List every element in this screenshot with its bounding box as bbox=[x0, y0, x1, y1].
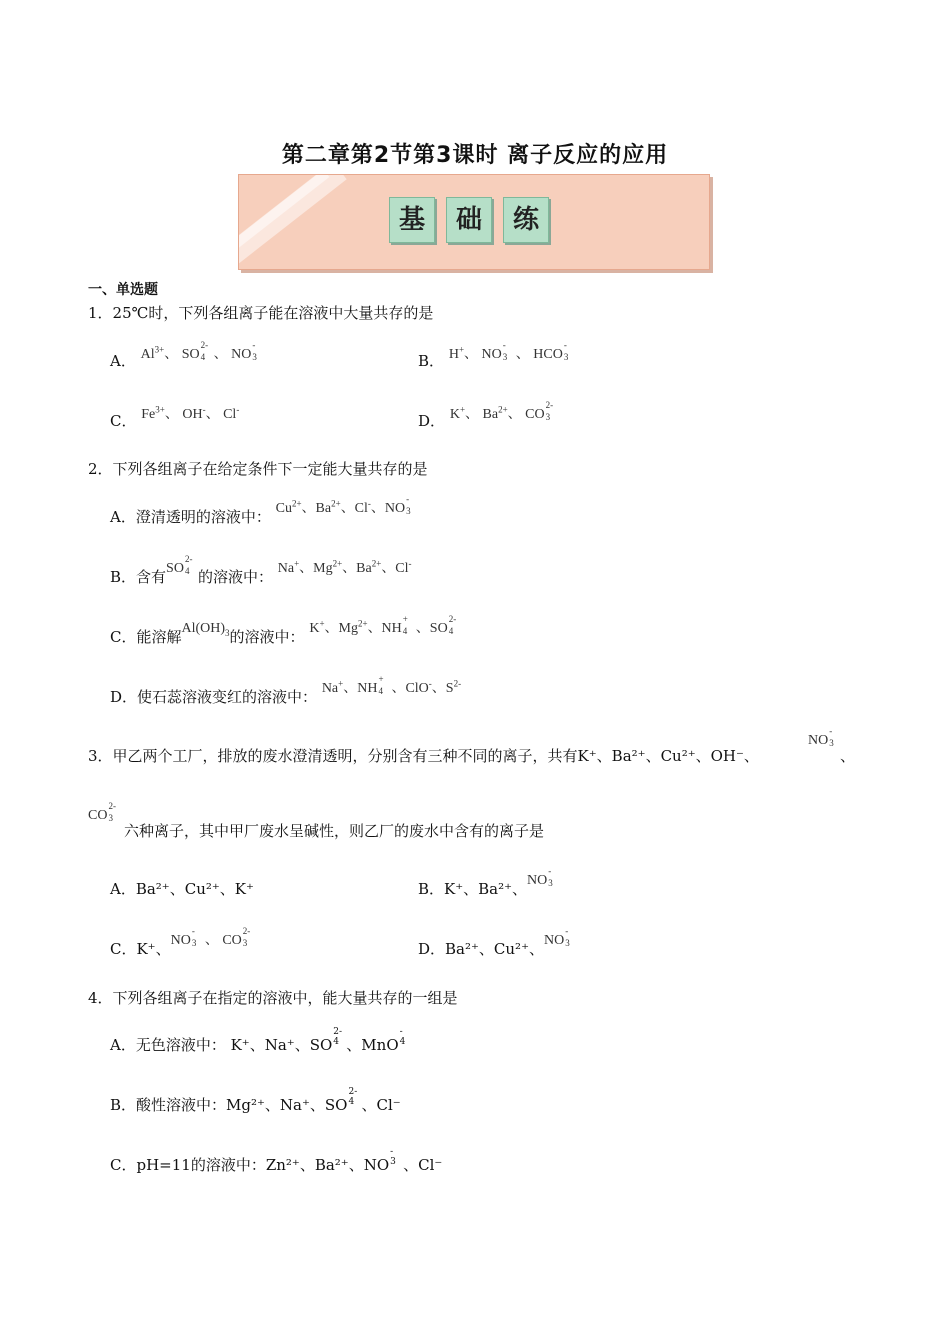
separator: 、 bbox=[840, 747, 856, 765]
question-2: 2．下列各组离子在给定条件下一定能大量共存的是 bbox=[88, 460, 428, 478]
nitrate-ion: NO - 3 bbox=[808, 725, 834, 748]
q2-option-b: B．含有SO 2- 4 的溶液中： Na+、$Mg^{2+}$、$Ba^{2+}$、Cl- bbox=[110, 553, 412, 586]
question-3-stem: 3．甲乙两个工厂，排放的废水澄清透明，分别含有三种不同的离子，共有K⁺、Ba²⁺、Cu²⁺、OH⁻、 bbox=[88, 747, 759, 765]
option-label: D．使石蕊溶液变红的溶液中： bbox=[110, 688, 318, 706]
question-3-stem-cont: 六种离子，其中甲厂废水呈碱性，则乙厂的废水中含有的离子是 bbox=[124, 822, 545, 840]
q2-option-d: D．使石蕊溶液变红的溶液中： Na+、NH + 4 、ClO-、$S^{2-}$ bbox=[110, 673, 462, 706]
option-text-tail: 、Cl⁻ bbox=[361, 1096, 401, 1114]
option-label: D． bbox=[418, 412, 446, 430]
q1-option-c: C． $Fe^{3+}$、 OH-、 Cl- bbox=[110, 404, 240, 430]
q2-option-a: A．澄清透明的溶液中： $Cu^{2+}$、$Ba^{2+}$、Cl-、NO - 3 bbox=[110, 493, 411, 526]
option-text-tail: 、MnO bbox=[346, 1036, 399, 1054]
option-label-tail: 的溶液中： bbox=[229, 628, 305, 646]
option-label: B． bbox=[418, 352, 445, 370]
page-title: 第二章第2节第3课时 离子反应的应用 bbox=[281, 143, 669, 168]
question-1: 1．25℃时，下列各组离子能在溶液中大量共存的是 bbox=[88, 304, 434, 322]
carbonate-ion: CO 2- 3 bbox=[88, 800, 116, 823]
q3-option-b: B．K⁺、Ba²⁺、NO - 3 bbox=[418, 865, 553, 898]
q1-option-d: D． K+、 $Ba^{2+}$、 CO 2- 3 bbox=[418, 399, 554, 430]
q1-option-b: B． H+、 NO - 3 、 HCO - 3 bbox=[418, 339, 569, 370]
option-text: B．酸性溶液中：Mg²⁺、Na⁺、SO bbox=[110, 1096, 348, 1114]
option-label: D．Ba²⁺、Cu²⁺、 bbox=[418, 940, 544, 958]
q4-option-a: A．无色溶液中： K⁺、Na⁺、SO 2- 4 、MnO - 4 bbox=[110, 1027, 406, 1054]
q3-option-c: C．K⁺、NO - 3 、 CO 2- 3 bbox=[110, 925, 251, 958]
q1-option-a: A． $Al^{3+}$、 SO 2- 4 、 NO - 3 bbox=[110, 339, 257, 370]
option-text: A．无色溶液中： K⁺、Na⁺、SO bbox=[110, 1036, 333, 1054]
q4-option-c: C．pH=11的溶液中：Zn²⁺、Ba²⁺、NO - 3 、Cl⁻ bbox=[110, 1147, 443, 1174]
option-label: C． bbox=[110, 412, 137, 430]
option-label-tail: 的溶液中： bbox=[197, 568, 273, 586]
option-text-tail: 、Cl⁻ bbox=[403, 1156, 443, 1174]
option-label: A．澄清透明的溶液中： bbox=[110, 508, 271, 526]
section-heading: 一、单选题 bbox=[88, 282, 158, 298]
q3-option-a: A．Ba²⁺、Cu²⁺、K⁺ bbox=[110, 880, 254, 898]
banner-char: 础 bbox=[446, 197, 492, 243]
banner bbox=[238, 174, 710, 270]
banner-char: 基 bbox=[389, 197, 435, 243]
option-label: B．K⁺、Ba²⁺、 bbox=[418, 880, 528, 898]
option-label: C．K⁺、 bbox=[110, 940, 171, 958]
option-label: C．能溶解 bbox=[110, 628, 182, 646]
option-text: C．pH=11的溶液中：Zn²⁺、Ba²⁺、NO bbox=[110, 1156, 390, 1174]
banner-char: 练 bbox=[503, 197, 549, 243]
option-label: A． bbox=[110, 352, 136, 370]
q3-option-d: D．Ba²⁺、Cu²⁺、NO - 3 bbox=[418, 925, 570, 958]
q2-option-c: C．能溶解$Al(OH)_3$的溶液中： K+、$Mg^{2+}$、NH + 4 、SO 2- 4 bbox=[110, 613, 457, 646]
condition-formula: Al(OH) bbox=[181, 621, 226, 636]
question-3 bbox=[88, 745, 759, 766]
option-label: B．含有 bbox=[110, 568, 167, 586]
question-4: 4．下列各组离子在指定的溶液中，能大量共存的一组是 bbox=[88, 989, 458, 1007]
q4-option-b: B．酸性溶液中：Mg²⁺、Na⁺、SO 2- 4 、Cl⁻ bbox=[110, 1087, 401, 1114]
